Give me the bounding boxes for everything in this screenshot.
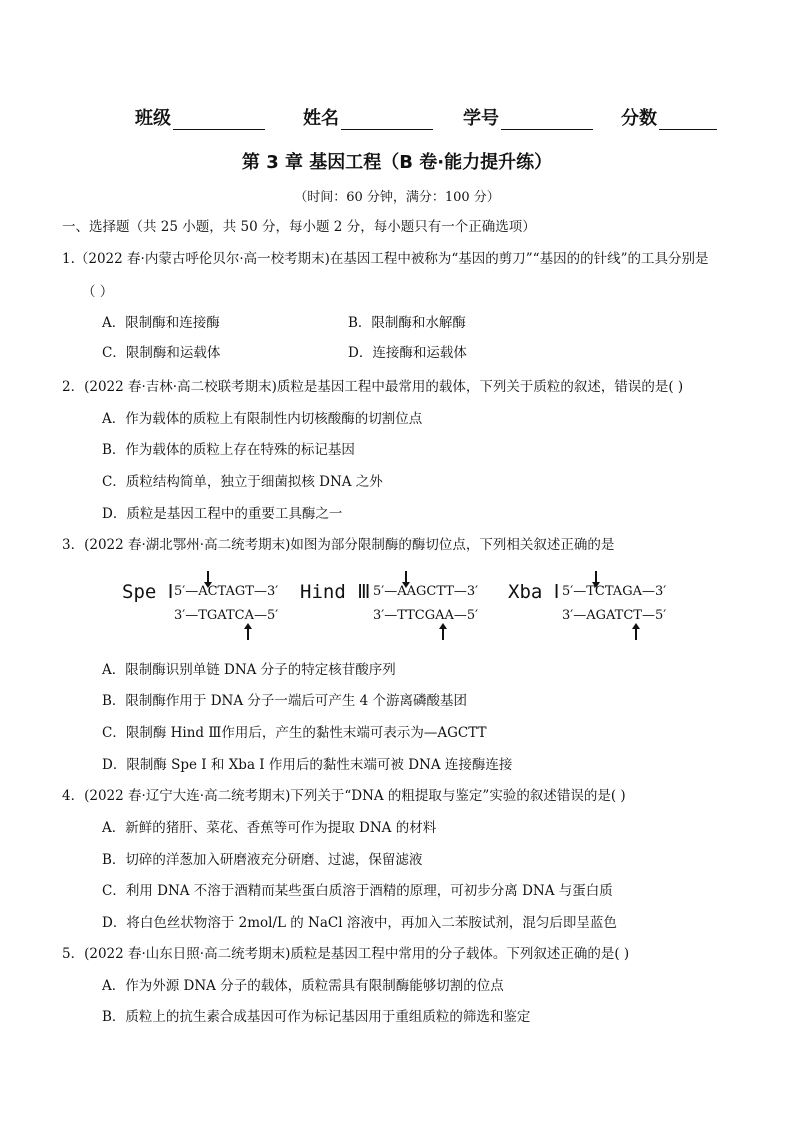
option-d[interactable]: D．将白色丝状物溶于 2mol/L 的 NaCl 溶液中，再加入二苯胺试剂，混匀后即呈蓝色 xyxy=(102,915,617,931)
option-b[interactable]: B．限制酶和水解酶 xyxy=(348,315,466,331)
option-d[interactable]: D．质粒是基因工程中的重要工具酶之一 xyxy=(102,506,343,522)
option-c[interactable]: C．质粒结构简单，独立于细菌拟核 DNA 之外 xyxy=(102,474,383,490)
question-stem: 4．(2022 春·辽宁大连·高二统考期末)下列关于“DNA 的粗提取与鉴定”实验的叙述错误的是( ) xyxy=(62,788,626,804)
cut-arrow-icon xyxy=(405,571,407,583)
enzyme-top-strand: 5′—AAGCTT—3′ xyxy=(373,584,479,599)
id-field[interactable]: 学号 xyxy=(463,104,593,130)
cut-arrow-icon xyxy=(595,571,597,583)
option-a[interactable]: A．限制酶识别单链 DNA 分子的特定核苷酸序列 xyxy=(102,662,396,678)
student-info-header xyxy=(135,104,735,132)
cut-arrow-icon xyxy=(207,571,209,583)
class-field[interactable]: 班级 xyxy=(135,104,265,130)
option-b[interactable]: B．限制酶作用于 DNA 分子一端后可产生 4 个游离磷酸基团 xyxy=(102,693,468,709)
enzyme-top-strand: 5′—ACTAGT—3′ xyxy=(174,584,279,599)
enzyme-name: Xba Ⅰ xyxy=(508,581,560,603)
option-a[interactable]: A．作为外源 DNA 分子的载体，质粒需具有限制酶能够切割的位点 xyxy=(102,978,504,994)
cut-arrow-icon xyxy=(442,628,444,640)
enzyme-bottom-strand: 3′—TGATCA—5′ xyxy=(174,608,279,623)
page-subtitle: （时间：60 分钟，满分：100 分） xyxy=(294,190,500,205)
option-b[interactable]: B．质粒上的抗生素合成基因可作为标记基因用于重组质粒的筛选和鉴定 xyxy=(102,1009,531,1025)
option-b[interactable]: B．作为载体的质粒上存在特殊的标记基因 xyxy=(102,442,355,458)
score-field[interactable]: 分数 xyxy=(621,104,717,130)
option-a[interactable]: A．作为载体的质粒上有限制性内切核酸酶的切割位点 xyxy=(102,411,423,427)
option-c[interactable]: C．限制酶和运载体 xyxy=(102,345,221,361)
enzyme-name: Hind Ⅲ xyxy=(300,581,371,603)
question-stem-cont: （ ） xyxy=(82,284,114,300)
cut-arrow-icon xyxy=(247,628,249,640)
option-c[interactable]: C．限制酶 Hind Ⅲ作用后，产生的黏性末端可表示为—AGCTT xyxy=(102,725,487,741)
name-field[interactable]: 姓名 xyxy=(303,104,433,130)
option-b[interactable]: B．切碎的洋葱加入研磨液充分研磨、过滤，保留滤液 xyxy=(102,852,423,868)
question-stem: 2．(2022 春·吉林·高二校联考期末)质粒是基因工程中最常用的载体，下列关于质粒的叙述，错误的是( ) xyxy=(62,379,684,395)
section-heading: 一、选择题（共 25 小题，共 50 分，每小题 2 分，每小题只有一个正确选项） xyxy=(62,219,536,235)
enzyme-name: Spe Ⅰ xyxy=(122,581,174,603)
enzyme-top-strand: 5′—TCTAGA—3′ xyxy=(562,584,667,599)
option-c[interactable]: C．利用 DNA 不溶于酒精而某些蛋白质溶于酒精的原理，可初步分离 DNA 与蛋白质 xyxy=(102,883,613,899)
question-stem: 5．(2022 春·山东日照·高二统考期末)质粒是基因工程中常用的分子载体。下列叙述正确的是( ) xyxy=(62,946,630,962)
question-stem: 3．(2022 春·湖北鄂州·高二统考期末)如图为部分限制酶的酶切位点，下列相关叙述正确的是 xyxy=(62,537,615,553)
page-title: 第 3 章 基因工程（B 卷·能力提升练） xyxy=(241,152,553,173)
enzyme-bottom-strand: 3′—AGATCT—5′ xyxy=(562,608,667,623)
enzyme-bottom-strand: 3′—TTCGAA—5′ xyxy=(373,608,479,623)
option-a[interactable]: A．限制酶和连接酶 xyxy=(102,315,220,331)
option-a[interactable]: A．新鲜的猪肝、菜花、香蕉等可作为提取 DNA 的材料 xyxy=(102,820,437,836)
cut-arrow-icon xyxy=(635,628,637,640)
option-d[interactable]: D．连接酶和运载体 xyxy=(348,345,467,361)
option-d[interactable]: D．限制酶 Spe I 和 Xba I 作用后的黏性末端可被 DNA 连接酶连接 xyxy=(102,757,513,773)
question-stem: 1.（2022 春·内蒙古呼伦贝尔·高一校考期末)在基因工程中被称为“基因的剪刀”“基因的的针线”的工具分别是 xyxy=(62,251,709,267)
